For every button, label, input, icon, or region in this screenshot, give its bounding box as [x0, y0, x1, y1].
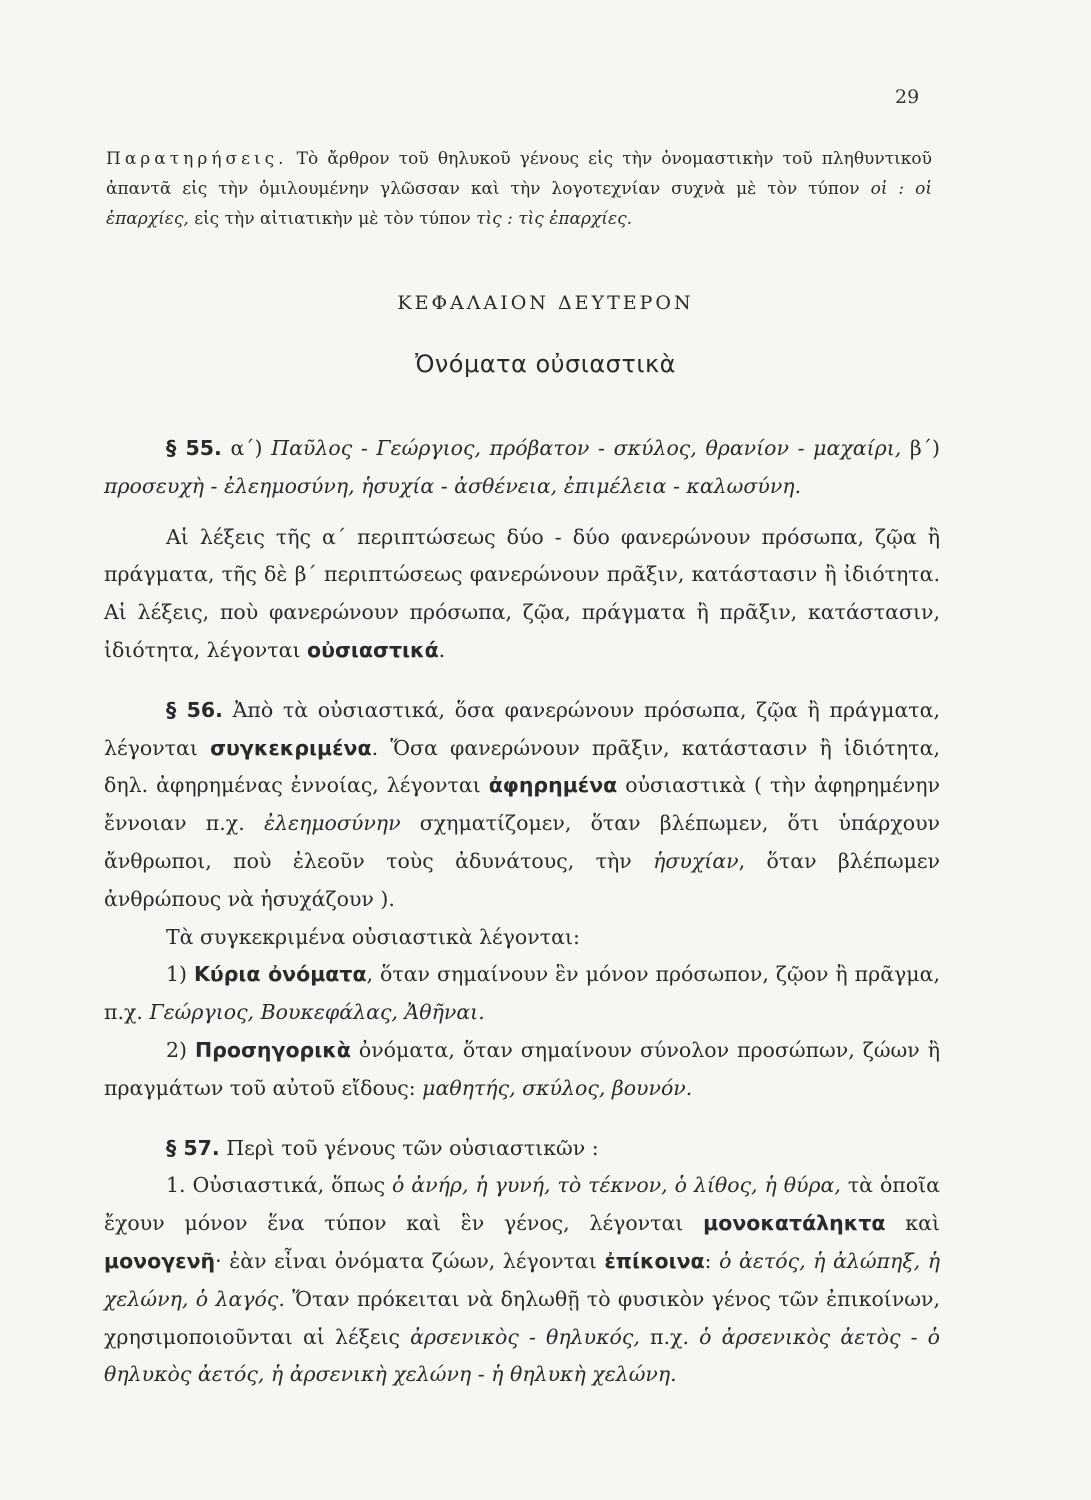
- term-synkekrimena: συγκεκριμένα: [210, 735, 372, 760]
- remark-form-accusative: τὶς : τὶς ἐπαρχίες.: [476, 209, 632, 229]
- term-afirimena: ἀφηρημένα: [488, 773, 618, 798]
- section-56-number: § 56.: [166, 697, 223, 722]
- section-55-definition: Αἱ λέξεις τῆς α΄ περιπτώσεως δύο - δύο φανερώνουν πρόσωπα, ζῷα ἢ πράγματα, τῆς δὲ β΄ περιπτώσεως φανερώνουν πρᾶξιν, κατάστασιν ἢ ἰδιότητα. Αἱ λέξεις, ποὺ φανερώνουν πρόσωπα, ζῷα, πράγματα ἢ πρᾶξιν, κατάστασιν, ἰδιότητα, λέγονται οὐσιαστικά.: [104, 524, 940, 662]
- term-kyria-onomata: Κύρια ὀνόματα: [194, 962, 367, 987]
- section-56-paragraph: § 56. Ἀπὸ τὰ οὐσιαστικά, ὅσα φανερώνουν πρόσωπα, ζῷα ἢ πράγματα, λέγονται συγκεκριμένα. Ὅσα φανερώνουν πρᾶξιν, κατάστασιν ἢ ἰδιότητα, δηλ. ἀφηρημένας ἐννοίας, λέγονται ἀφηρημένα οὐσιαστικὰ ( τὴν ἀφηρημένην ἔννοιαν π.χ. ἐλεημοσύνην σχηματίζομεν, ὅταν βλέπωμεν, ὅτι ὑπάρχουν ἄνθρωποι, ποὺ ἐλεοῦν τοὺς ἀδυνάτους, τὴν ἡσυχίαν, ὅταν βλέπωμεν ἀνθρώπους νὰ ἡσυχάζουν ).: [104, 697, 941, 911]
- section-55-examples: § 55. α΄) Παῦλος - Γεώργιος, πρόβατον - σκύλος, θρανίον - μαχαίρι, β΄) προσευχὴ - ἐλεημοσύνη, ἡσυχία - ἀσθένεια, ἐπιμέλεια - καλωσύνη.: [104, 436, 941, 498]
- remark-form-nominative: οἱ : οἱ ἐπαρχίες,: [106, 179, 933, 229]
- list-item-prosigorika: 2) Προσηγορικὰ ὀνόματα, ὅταν σημαίνουν σύνολον προσώπων, ζώων ἢ πραγμάτων τοῦ αὐτοῦ εἴδους: μαθητής, σκύλος, βουνόν.: [104, 1037, 940, 1100]
- list-item-kyria: 1) Κύρια ὀνόματα, ὅταν σημαίνουν ἓν μόνον πρόσωπον, ζῷον ἢ πρᾶγμα, π.χ. Γεώργιος, Βουκεφάλας, Ἀθῆναι.: [104, 962, 940, 1025]
- term-prosigorika: Προσηγορικὰ: [195, 1037, 351, 1062]
- term-monogeni: μονογενῆ: [104, 1248, 216, 1273]
- term-epikoina: ἐπίκοινα: [604, 1248, 705, 1273]
- section-56-list-intro: Τὰ συγκεκριμένα οὐσιαστικὰ λέγονται:: [166, 924, 580, 949]
- section-title: Ὀνόματα οὐσιαστικὰ: [415, 350, 676, 378]
- term-monokatalikta: μονοκατάληκτα: [703, 1211, 886, 1236]
- term-ousiastika: οὐσιαστικά: [307, 637, 439, 662]
- section-57-paragraph: 1. Οὐσιαστικά, ὅπως ὁ ἀνήρ, ἡ γυνή, τὸ τέκνον, ὁ λίθος, ἡ θύρα, τὰ ὁποῖα ἔχουν μόνον ἕνα τύπον καὶ ἓν γένος, λέγονται μονοκατάληκτα καὶ μονογενῆ· ἐὰν εἶναι ὀνόματα ζώων, λέγονται ἐπίκοινα: ὁ ἀετός, ἡ ἀλώπηξ, ἡ χελώνη, ὁ λαγός. Ὅταν πρόκειται νὰ δηλωθῇ τὸ φυσικὸν γένος τῶν ἐπικοίνων, χρησιμοποιοῦνται αἱ λέξεις ἀρσενικὸς - θηλυκός, π.χ. ὁ ἀρσενικὸς ἀετὸς - ὁ θηλυκὸς ἀετός, ἡ ἀρσενικὴ χελώνη - ἡ θηλυκὴ χελώνη.: [104, 1173, 940, 1387]
- remark-label: Παρατηρήσεις.: [106, 149, 288, 169]
- section-57-number: § 57.: [166, 1135, 220, 1160]
- chapter-heading: ΚΕΦΑΛΑΙΟΝ ΔΕΥΤΕΡΟΝ: [397, 292, 694, 314]
- remark-paragraph: Παρατηρήσεις. Τὸ ἄρθρον τοῦ θηλυκοῦ γένους εἰς τὴν ὀνομαστικὴν τοῦ πληθυντικοῦ ἀπαντᾶ εἰς τὴν ὁμιλουμένην γλῶσσαν καὶ τὴν λογοτεχνίαν συχνὰ μὲ τὸν τύπον οἱ : οἱ ἐπαρχίες, εἰς τὴν αἰτιατικὴν μὲ τὸν τύπον τὶς : τὶς ἐπαρχίες.: [106, 149, 933, 229]
- main-text: [104, 430, 940, 1394]
- section-57-heading: § 57. Περὶ τοῦ γένους τῶν οὐσιαστικῶν :: [166, 1135, 599, 1160]
- page-number: 29: [895, 86, 920, 108]
- section-55-number: § 55.: [166, 436, 222, 460]
